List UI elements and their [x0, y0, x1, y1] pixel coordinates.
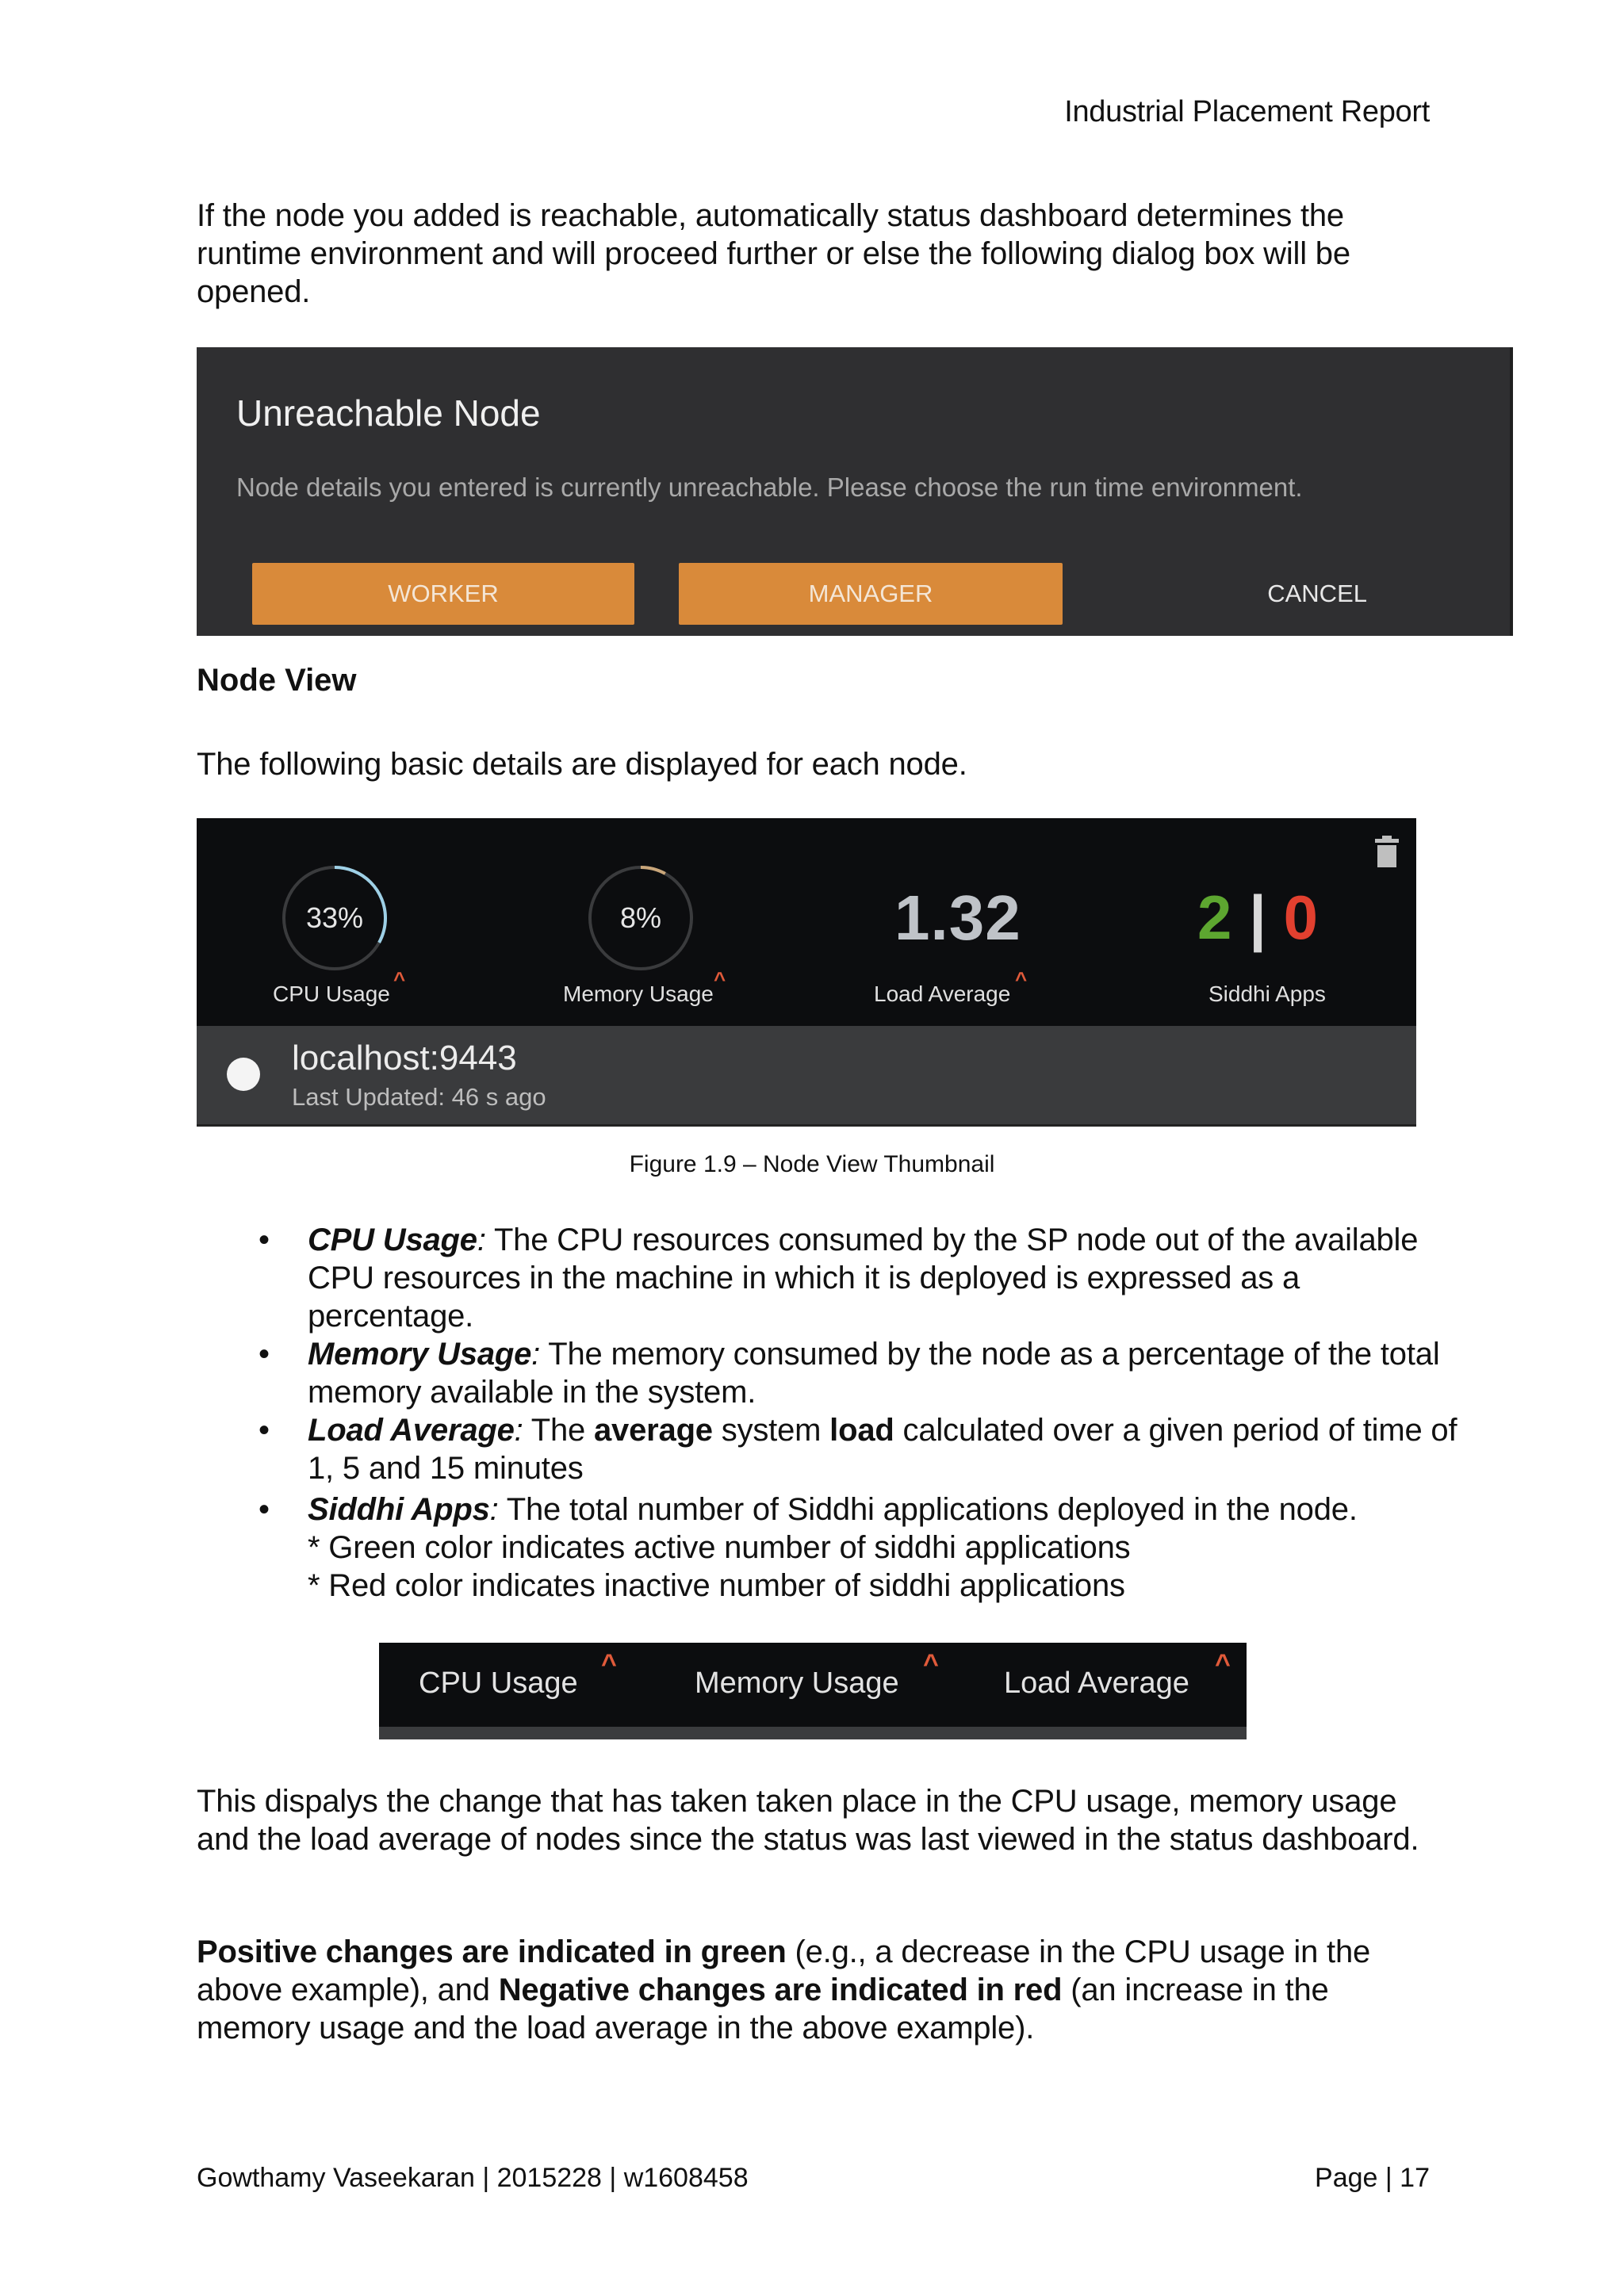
- list-item: [197, 1221, 1465, 1335]
- dialog-message: Node details you entered is currently unreachable. Please choose the run time environment.: [236, 473, 1303, 502]
- footer-page-number: Page | 17: [1315, 2163, 1430, 2193]
- strip-memory-label: Memory Usage: [695, 1667, 899, 1700]
- bullet-dot: •: [259, 1413, 270, 1448]
- bullet-dot: •: [259, 1492, 270, 1527]
- memory-label: Memory Usage: [563, 982, 714, 1006]
- node-metrics-panel: [197, 818, 1416, 1026]
- bullet-text: The CPU resources consumed by the SP node out of the available CPU resources in the machine in which it is deployed is expressed as a percentage.: [308, 1223, 1419, 1334]
- list-item: [197, 1490, 1465, 1605]
- node-info-bar: [197, 1026, 1416, 1127]
- metric-bullet-list: [197, 1221, 1465, 1605]
- bullet-colon: :: [514, 1413, 523, 1448]
- load-label: Load Average: [874, 982, 1011, 1006]
- footer-author: Gowthamy Vaseekaran | 2015228 | w1608458: [197, 2163, 749, 2193]
- bullet-colon: :: [489, 1492, 499, 1527]
- memory-value: 8%: [619, 901, 662, 934]
- strip-divider: [379, 1727, 1247, 1739]
- bullet-term: Siddhi Apps: [308, 1492, 490, 1527]
- bullet-text: calculated over a given period of time of 1, 5 and 15 minutes: [308, 1413, 1457, 1486]
- bullet-bold: load: [829, 1413, 894, 1448]
- worker-button[interactable]: WORKER: [252, 563, 634, 625]
- negative-changes-text: (an increase in the memory usage and the load average in the above example).: [197, 1973, 1329, 2045]
- bullet-colon: :: [531, 1337, 541, 1372]
- negative-changes-bold: Negative changes are indicated in red: [498, 1973, 1063, 2007]
- cpu-change-caret: ^: [393, 967, 406, 991]
- apps-separator: |: [1249, 882, 1266, 952]
- dialog-title: Unreachable Node: [236, 392, 541, 434]
- last-updated: Last Updated: 46 s ago: [292, 1083, 546, 1111]
- list-item: [197, 1335, 1465, 1411]
- bullet-term: Memory Usage: [308, 1337, 532, 1372]
- active-apps-count: 2: [1197, 882, 1232, 952]
- red-note: * Red color indicates inactive number of siddhi applications: [308, 1568, 1125, 1603]
- positive-changes-bold: Positive changes are indicated in green: [197, 1934, 787, 1969]
- bullet-dot: •: [259, 1223, 270, 1257]
- bullet-dot: •: [259, 1337, 270, 1372]
- cpu-value: 33%: [305, 901, 364, 934]
- bullet-colon: :: [477, 1223, 486, 1257]
- bullet-bold: average: [594, 1413, 713, 1448]
- strip-load-caret: ^: [1215, 1649, 1231, 1679]
- unreachable-node-dialog: [197, 347, 1513, 636]
- node-view-thumbnail[interactable]: [197, 818, 1416, 1124]
- report-header: Industrial Placement Report: [1064, 95, 1430, 128]
- figure-caption: Figure 1.9 – Node View Thumbnail: [629, 1151, 995, 1177]
- strip-cpu-caret: ^: [601, 1649, 617, 1679]
- bullet-text: The memory consumed by the node as a percentage of the total memory available in the system.: [308, 1337, 1440, 1410]
- bullet-term: CPU Usage: [308, 1223, 477, 1257]
- strip-cpu-label: CPU Usage: [419, 1667, 578, 1700]
- positive-changes-text: (e.g., a decrease in the CPU usage in the above example), and: [197, 1934, 1371, 2007]
- strip-memory-caret: ^: [923, 1649, 939, 1679]
- cancel-button[interactable]: CANCEL: [1267, 580, 1367, 607]
- section-heading: Node View: [197, 663, 357, 698]
- cpu-label: CPU Usage: [273, 982, 390, 1006]
- node-status-indicator: [227, 1058, 260, 1091]
- bullet-text: system: [712, 1413, 830, 1448]
- load-value: 1.32: [894, 882, 1021, 953]
- memory-change-caret: ^: [714, 967, 726, 991]
- cpu-gauge: [279, 863, 390, 974]
- inactive-apps-count: 0: [1283, 882, 1318, 952]
- bullet-text: The total number of Siddhi applications deployed in the node.: [498, 1492, 1358, 1527]
- strip-load-label: Load Average: [1004, 1667, 1189, 1700]
- list-item: [197, 1411, 1465, 1487]
- changes-paragraph: [197, 1933, 1434, 2047]
- siddhi-apps-label: Siddhi Apps: [1208, 982, 1326, 1006]
- load-change-caret: ^: [1015, 967, 1028, 991]
- trash-icon[interactable]: [1375, 836, 1399, 867]
- bullet-term: Load Average: [308, 1413, 515, 1448]
- change-indicator-strip: [379, 1643, 1247, 1739]
- section-lead: The following basic details are displayed for each node.: [197, 747, 967, 782]
- node-host[interactable]: localhost:9443: [292, 1039, 517, 1077]
- change-paragraph: This dispalys the change that has taken taken place in the CPU usage, memory usage and the load average of nodes since the status was last viewed in the status dashboard.: [197, 1784, 1419, 1857]
- green-note: * Green color indicates active number of siddhi applications: [308, 1530, 1131, 1565]
- memory-gauge: [585, 863, 696, 974]
- siddhi-apps-count: [1197, 882, 1318, 954]
- intro-paragraph: If the node you added is reachable, automatically status dashboard determines the runtime environment and will proceed further or else the following dialog box will be opened.: [197, 198, 1350, 309]
- manager-button[interactable]: MANAGER: [679, 563, 1063, 625]
- bullet-text: The: [523, 1413, 595, 1448]
